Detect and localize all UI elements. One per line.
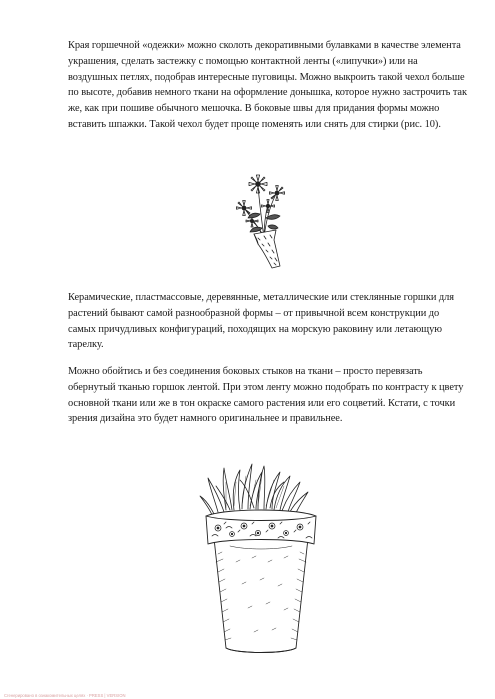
- fabric-wrapped-pot-illustration: [196, 462, 326, 657]
- footer-watermark: Сгенерировано в ознакомительных целях · PRESS | VERSION: [4, 693, 126, 698]
- paragraph-ribbon-tie: Можно обойтись и без соединения боковых стыков на ткани – просто перевязать обернутый тканью горшок лентой. При этом ленту можно подобрать по контрасту к цвету основной ткани или же в тон окраске самого растения или его соцветий. Кстати, с точки зрения дизайна это будет намного оригинальнее и правильнее.: [68, 366, 464, 425]
- flower-bouquet-illustration: [230, 168, 296, 272]
- paragraph-fabric-cover: Края горшечной «одежки» можно сколоть декоративными булавками в качестве элемента украшения, сделать застежку с помощью контактной ленты («липучки») или на воздушных петлях, подобрав интересные пуговицы. Можно выкроить такой чехол больше по высоте, добавив немного ткани на оформление донышка, которое нужно застрочить так же, как при пошиве обычного мешочка. В боковые швы для придания формы можно вставить шпажки. Такой чехол будет проще поменять или снять для стирки (рис. 10).: [68, 40, 467, 130]
- paragraph-pot-materials: Керамические, пластмассовые, деревянные, металлические или стеклянные горшки для растений бывают самой разнообразной формы – от привычной всем конструкции до самых причудливых конфигураций, походящих на морскую раковину или летающую тарелку.: [68, 292, 454, 351]
